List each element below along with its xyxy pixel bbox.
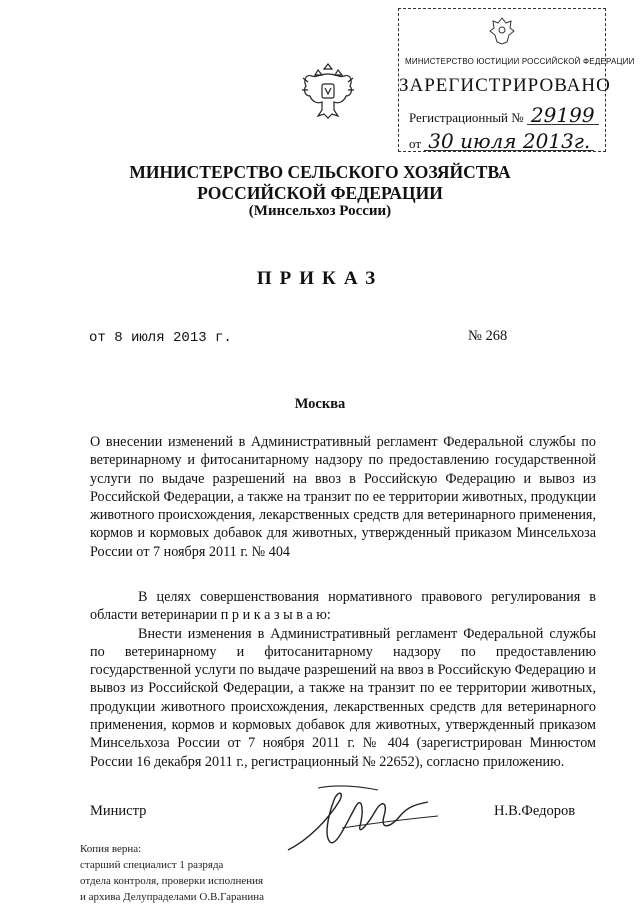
stamp-reg-label: Регистрационный №	[409, 110, 524, 125]
order-body	[90, 588, 596, 771]
document-type: ПРИКАЗ	[256, 268, 384, 289]
registration-stamp	[398, 8, 635, 153]
copy-line-3: отдела контроля, проверки исполнения	[80, 875, 264, 887]
stamp-date-prefix: от	[409, 136, 422, 151]
stamp-date-value: 30 июля 2013г.	[424, 132, 594, 151]
stamp-ministry: МИНИСТЕРСТВО ЮСТИЦИИ РОССИЙСКОЙ ФЕДЕРАЦИИ	[405, 57, 635, 66]
stamp-date-line	[409, 129, 594, 153]
signatory-position: Министр	[90, 803, 147, 819]
order-date: от 8 июля 2013 г.	[89, 330, 232, 346]
body-paragraph-2: Внести изменения в Административный регламент Федеральной службы по ветеринарному и фитосанитарному надзору по предоставлению государственной услуги по выдаче разрешений на ввоз в Российскую Федерацию и вывоз из Российской Федерации, а также на транзит по ее территории животных, продукции животного происхождения, лекарственных средств для ветеринарного применения, кормов и кормовых добавок для животных, утвержденный приказом Минсельхоза России от 7 ноября 2011 г. № 404 (зарегистрирован Минюстом России 16 декабря 2011 г., регистрационный № 22652), согласно приложению.	[90, 625, 596, 770]
stamp-emblem-icon	[487, 15, 517, 47]
ministry-short-name: (Минсельхоз России)	[248, 203, 392, 219]
copy-line-4: и архива Делупраделами О.В.Гаранина	[80, 891, 264, 903]
order-title-text: О внесении изменений в Административный регламент Федеральной службы по ветеринарному и фитосанитарному надзору по предоставлению государственной услуги по выдаче разрешений на ввоз в Российскую Федерацию и вывоз из Российской Федерации, а также на транзит по ее территории животных, продукции животного происхождения, лекарственных средств для ветеринарного применения, кормов и кормовых добавок для животных, утвержденный приказом Минсельхоза России от 7 ноября 2011 г. № 404	[90, 434, 596, 560]
ministry-title-line1: МИНИСТЕРСТВО СЕЛЬСКОГО ХОЗЯЙСТВА	[129, 162, 511, 182]
stamp-reg-number: 29199	[527, 106, 599, 125]
body-paragraph-1: В целях совершенствования нормативного правового регулирования в области ветеринарии п р и к а з ы в а ю:	[90, 589, 596, 624]
signatory-name: Н.В.Федоров	[494, 803, 576, 819]
copy-line-2: старший специалист 1 разряда	[80, 859, 224, 871]
copy-line-1: Копия верна:	[80, 843, 142, 855]
handwritten-signature	[278, 780, 458, 860]
order-city: Москва	[294, 396, 346, 412]
stamp-reg-line	[409, 103, 599, 127]
stamp-registered: ЗАРЕГИСТРИРОВАНО	[399, 75, 611, 96]
order-number: № 268	[468, 328, 508, 344]
order-title	[90, 433, 596, 561]
coat-of-arms-icon	[300, 60, 356, 122]
ministry-title-line2: РОССИЙСКОЙ ФЕДЕРАЦИИ	[197, 183, 443, 203]
copy-certification	[80, 841, 264, 905]
